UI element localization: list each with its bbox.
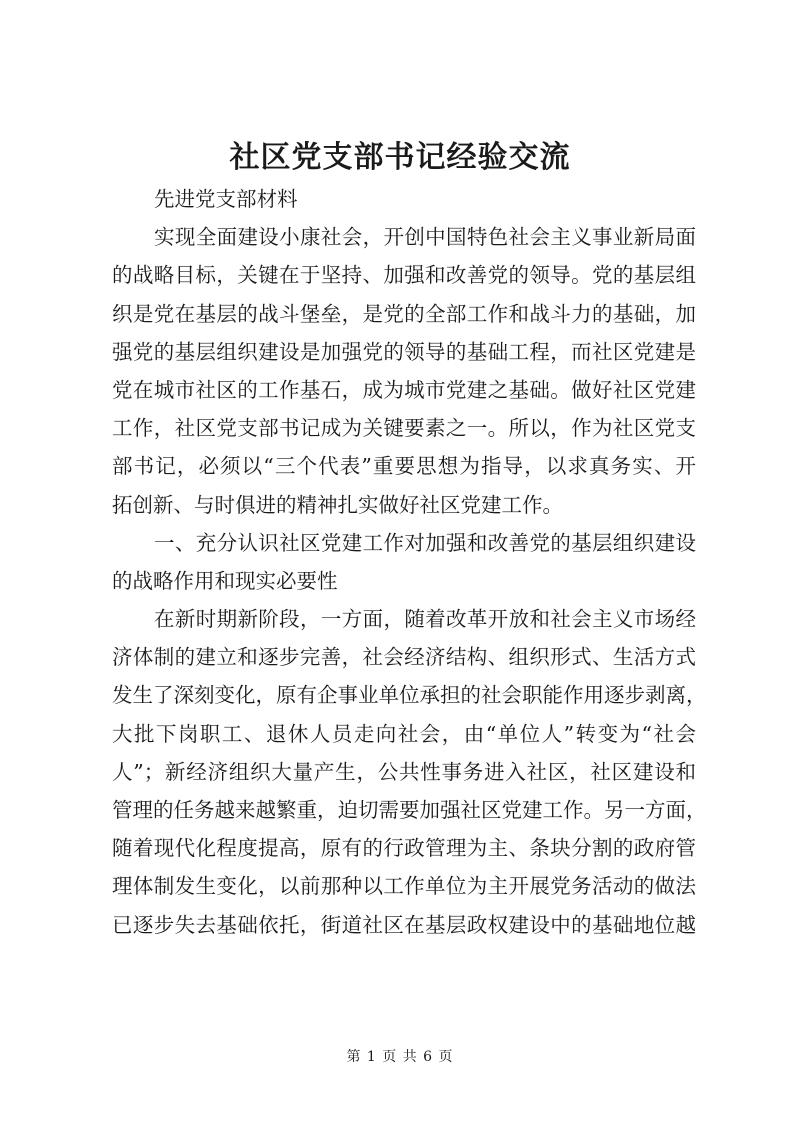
text-line: 发生了深刻变化，原有企事业单位承担的社会职能作用逐步剥离， — [112, 683, 707, 708]
text-line: 大批下岗职工、退休人员走向社会，由“单位人”转变为“社会 — [112, 721, 696, 746]
text-line: 先进党支部材料 — [154, 187, 298, 211]
text-line: 已逐步失去基础依托，街道社区在基层政权建设中的基础地位越 — [112, 912, 696, 937]
document-title: 社区党支部书记经验交流 — [229, 140, 571, 175]
text-line: 织是党在基层的战斗堡垒，是党的全部工作和战斗力的基础，加 — [112, 301, 696, 326]
text-line: 人”；新经济组织大量产生，公共性事务进入社区，社区建设和 — [112, 759, 696, 784]
text-line: 随着现代化程度提高，原有的行政管理为主、条块分割的政府管 — [112, 836, 696, 861]
text-line: 强党的基层组织建设是加强党的领导的基础工程，而社区党建是 — [112, 339, 696, 364]
text-line: 济体制的建立和逐步完善，社会经济结构、组织形式、生活方式 — [112, 645, 696, 670]
text-line: 拓创新、与时俱进的精神扎实做好社区党建工作。 — [112, 492, 563, 517]
page-footer: 第 1 页 共 6 页 — [346, 1049, 454, 1065]
text-line: 理体制发生变化，以前那种以工作单位为主开展党务活动的做法 — [112, 874, 696, 899]
text-line: 工作，社区党支部书记成为关键要素之一。所以，作为社区党支 — [112, 416, 696, 441]
text-line: 部书记，必须以“三个代表”重要思想为指导，以求真务实、开 — [112, 454, 696, 479]
text-line: 管理的任务越来越繁重，迫切需要加强社区党建工作。另一方面， — [112, 798, 707, 822]
text-line: 党在城市社区的工作基石，成为城市党建之基础。做好社区党建 — [112, 377, 696, 402]
text-line: 在新时期新阶段，一方面，随着改革开放和社会主义市场经 — [154, 607, 696, 632]
text-line: 的战略目标，关键在于坚持、加强和改善党的领导。党的基层组 — [112, 263, 696, 288]
document-body — [112, 180, 707, 944]
text-line: 实现全面建设小康社会，开创中国特色社会主义事业新局面 — [154, 225, 696, 250]
text-line: 的战略作用和现实必要性 — [112, 568, 338, 593]
text-line: 一、充分认识社区党建工作对加强和改善党的基层组织建设 — [154, 530, 696, 555]
